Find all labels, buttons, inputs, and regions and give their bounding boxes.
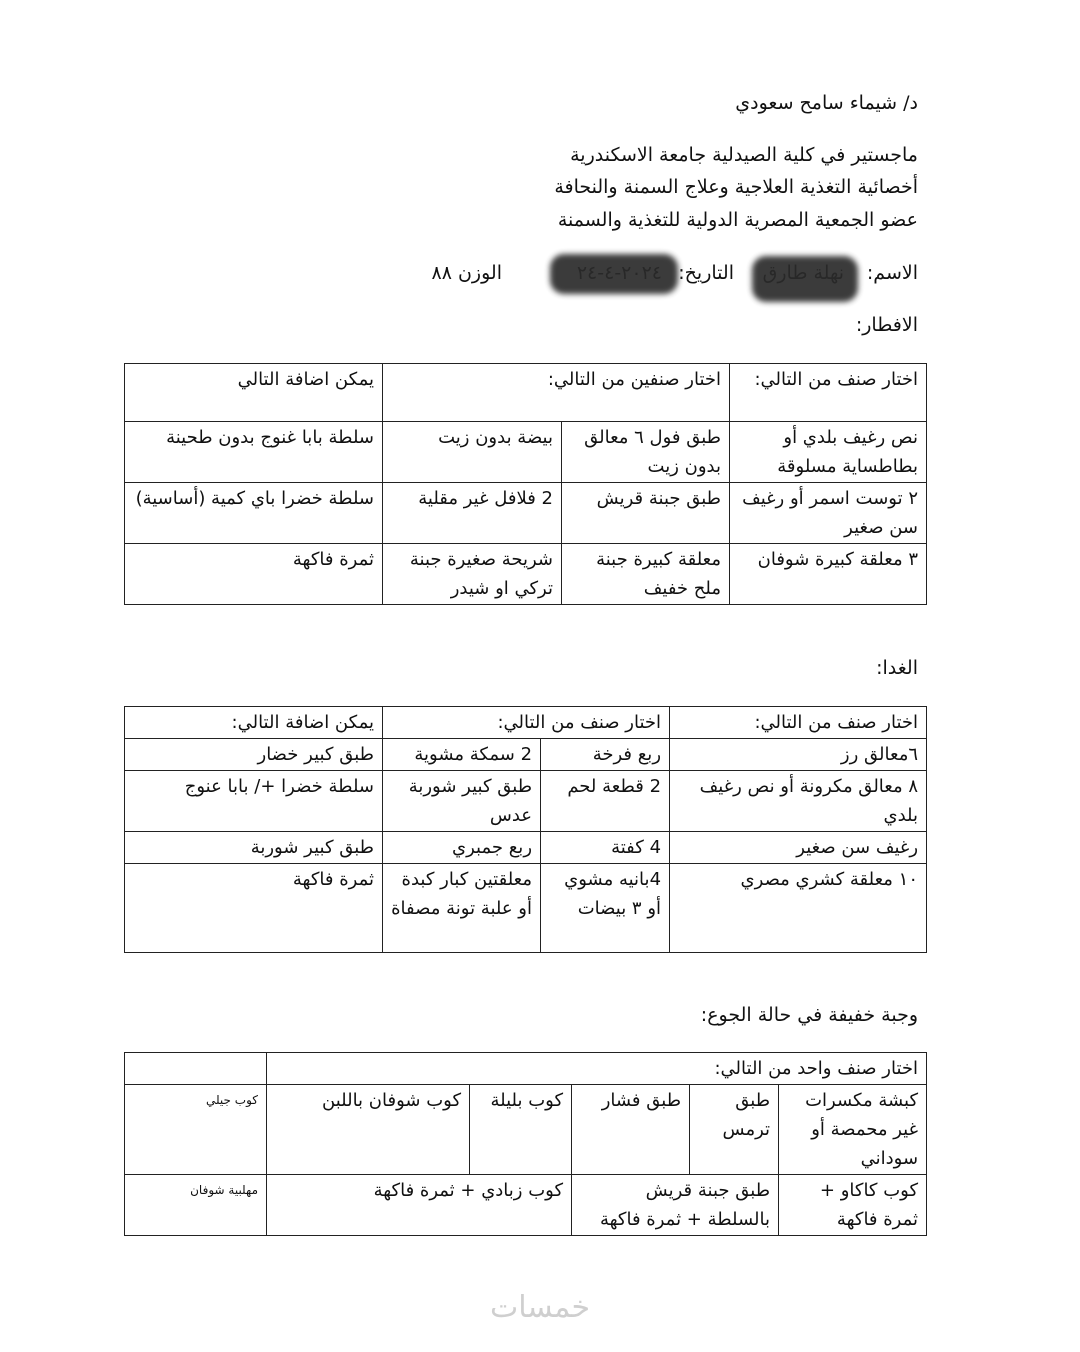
table-cell: كوب جيلي: [125, 1085, 267, 1175]
table-row: [125, 739, 927, 771]
table-cell: بيضة بدون زيت: [383, 422, 562, 483]
lunch-header-col2: اختار صنف من التالي:: [383, 707, 670, 739]
date-label: التاريخ:: [678, 262, 734, 284]
table-row: [125, 707, 927, 739]
lunch-header-col1: اختار صنف من التالي:: [670, 707, 927, 739]
breakfast-header-col1: اختار صنف من التالي:: [730, 364, 927, 422]
table-row: [125, 832, 927, 864]
table-cell: 2 قطعة لحم: [541, 771, 670, 832]
table-row: [125, 1175, 927, 1236]
table-cell: 4 كفتة: [541, 832, 670, 864]
table-cell: ١٠ معلقة كشري مصري: [670, 864, 927, 953]
credential-line-2: أخصائية التغذية العلاجية وعلاج السمنة والنحافة: [554, 176, 918, 198]
table-cell: معلقة كبيرة جبنة ملح خفيف: [562, 544, 730, 605]
breakfast-header-col2: اختار صنفين من التالي:: [383, 364, 730, 422]
lunch-header-col3: يمكن اضافة التالي:: [125, 707, 383, 739]
table-cell: معلقتين كبار كبدة أو علبة تونة مصفاة: [383, 864, 541, 953]
table-cell: 2 سمكة مشوية: [383, 739, 541, 771]
table-cell: طبق ترمس: [690, 1085, 779, 1175]
table-cell: كوب زبادي + ثمرة فاكهة: [267, 1175, 572, 1236]
table-cell: طبق فشار: [572, 1085, 690, 1175]
table-cell: 2 فلافل غير مقلية: [383, 483, 562, 544]
table-row: [125, 483, 927, 544]
table-row: [125, 771, 927, 832]
table-cell: سلطة بابا غنوج بدون طحينة: [125, 422, 383, 483]
table-cell: سلطة خضرا +/ بابا عنوج: [125, 771, 383, 832]
table-cell: ٨ معالق مكرونة أو نص رغيف بلدي: [670, 771, 927, 832]
table-cell: سلطة خضرا باي كمية (أساسية): [125, 483, 383, 544]
date-redaction: [550, 254, 678, 294]
table-cell: طبق كبير شوربة: [125, 832, 383, 864]
table-cell: طبق كبير شوربة عدس: [383, 771, 541, 832]
table-cell: كوب كاكاو + ثمرة فاكهة: [779, 1175, 927, 1236]
name-label: الاسم:: [866, 262, 918, 284]
breakfast-title: الافطار:: [855, 314, 918, 336]
table-cell: ثمرة فاكهة: [125, 864, 383, 953]
table-cell: رغيف سن صغير: [670, 832, 927, 864]
table-cell: ٣ معلقة كبيرة شوفان: [730, 544, 927, 605]
snack-header: اختار صنف واحد من التالي:: [267, 1053, 927, 1085]
table-cell: مهلبية شوفان: [125, 1175, 267, 1236]
breakfast-table: [124, 363, 927, 605]
table-row: [125, 1085, 927, 1175]
table-cell: طبق فول ٦ معالق بدون زيت: [562, 422, 730, 483]
weight: الوزن ٨٨: [431, 262, 502, 284]
table-cell: شريحة صغيرة جبنة تركي او شيدر: [383, 544, 562, 605]
table-row: [125, 864, 927, 953]
table-cell: 4بانيه مشوي أو ٣ بيضات: [541, 864, 670, 953]
credential-line-3: عضو الجمعية المصرية الدولية للتغذية والسمنة: [557, 209, 918, 231]
doctor-name: د/ شيماء سامح سعودي: [735, 92, 918, 114]
table-row: [125, 364, 927, 422]
table-cell: ربع جمبري: [383, 832, 541, 864]
table-cell: طبق كبير خضار: [125, 739, 383, 771]
table-cell: طبق جبنة قريش: [562, 483, 730, 544]
table-cell: كوب شوفان باللبن: [267, 1085, 470, 1175]
lunch-title: الغدا:: [876, 657, 918, 679]
breakfast-header-col3: يمكن اضافة التالي: [125, 364, 383, 422]
credential-line-1: ماجستير في كلية الصيدلية جامعة الاسكندرية: [570, 144, 918, 166]
table-cell: كبشة مكسرات غير محمصة أو سوداني: [779, 1085, 927, 1175]
name-redaction: [752, 256, 858, 302]
table-cell: ٢ توست اسمر أو رغيف سن صغير: [730, 483, 927, 544]
table-cell: نص رغيف بلدي أو بطاطساية مسلوقة: [730, 422, 927, 483]
table-cell: ٦معالق رز: [670, 739, 927, 771]
table-row: [125, 544, 927, 605]
table-row: [125, 422, 927, 483]
table-cell: طبق جبنة قريش بالسلطة + ثمرة فاكهة: [572, 1175, 779, 1236]
table-row: [125, 1053, 927, 1085]
table-cell: ربع فرخة: [541, 739, 670, 771]
snack-title: وجبة خفيفة في حالة الجوع:: [700, 1004, 918, 1026]
table-cell: [125, 1053, 267, 1085]
watermark-logo: خمسات: [489, 1290, 591, 1325]
table-cell: كوب بليلة: [470, 1085, 572, 1175]
table-cell: ثمرة فاكهة: [125, 544, 383, 605]
lunch-table: [124, 706, 927, 953]
snack-table: [124, 1052, 927, 1236]
